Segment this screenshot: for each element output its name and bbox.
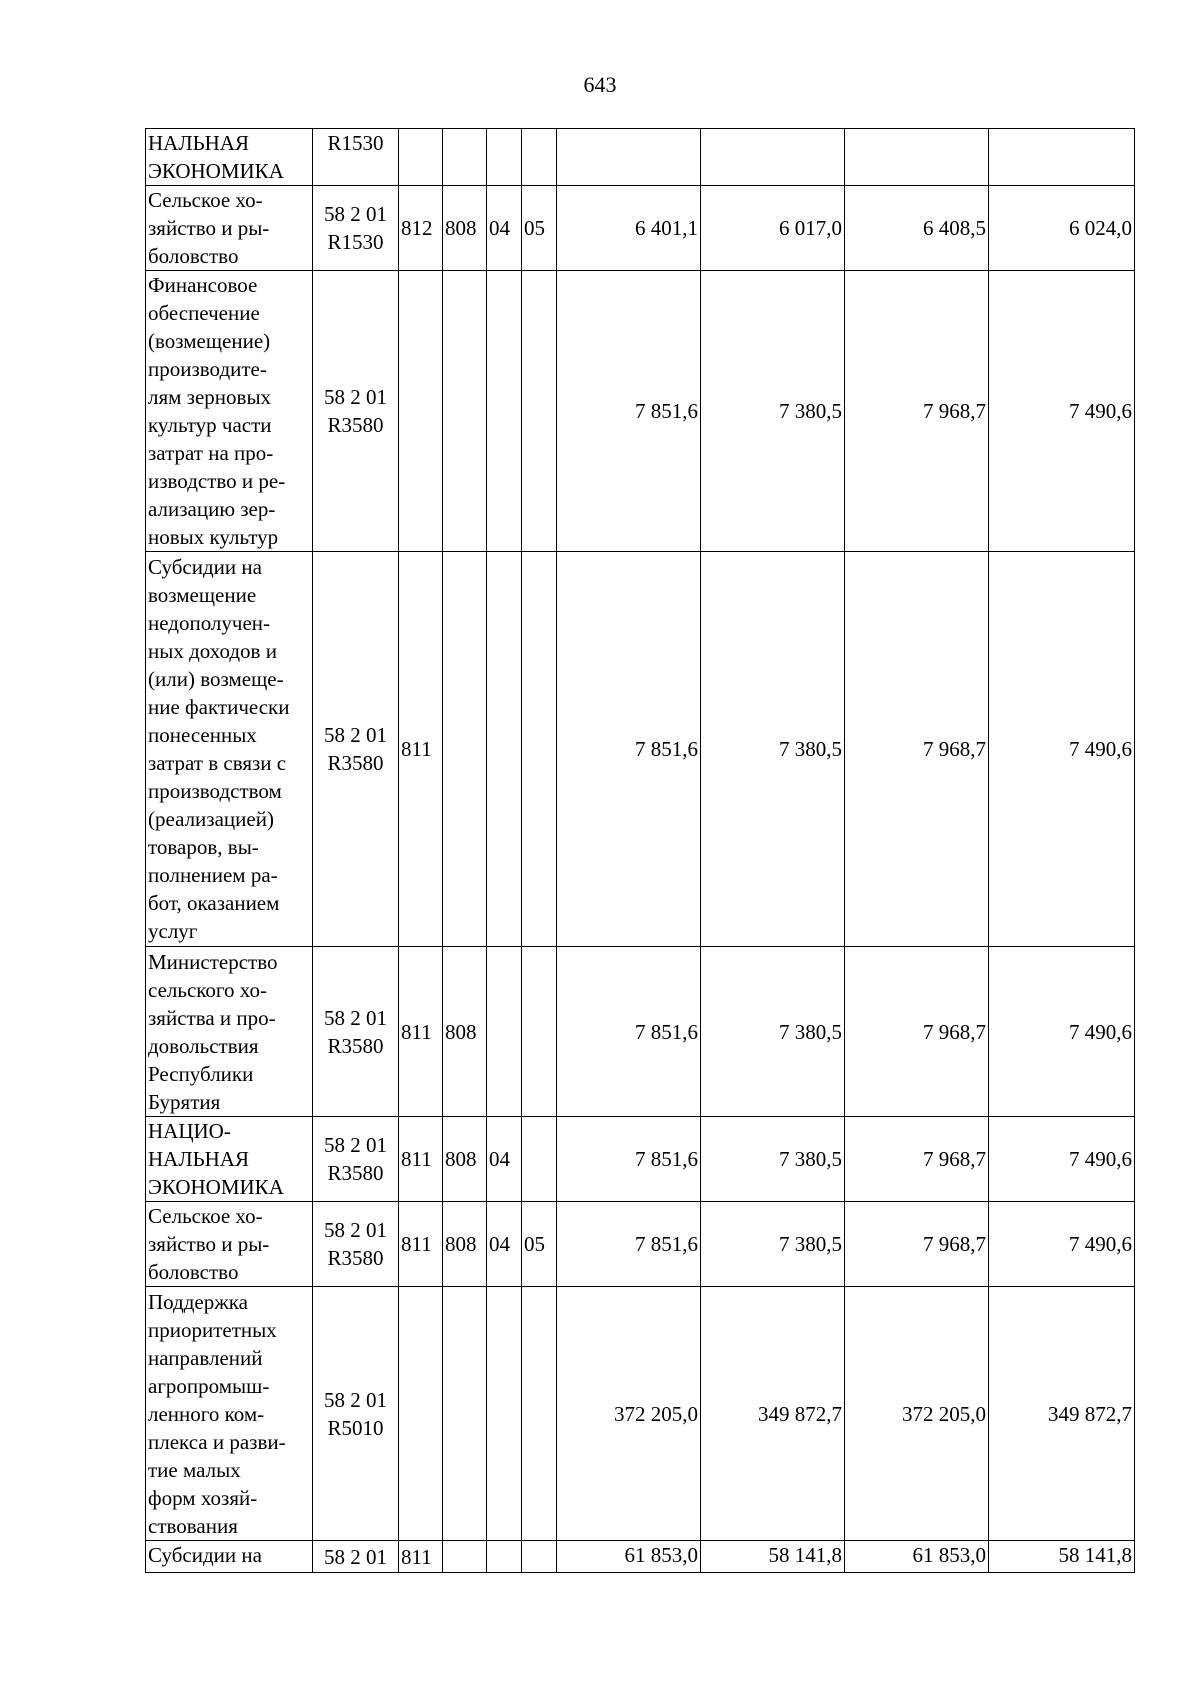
row-code-line: R3580 [327,413,384,437]
subsection-code [522,1287,557,1541]
amount-3: 61 853,0 [845,1541,989,1573]
ministry-code [443,552,487,947]
amount-3 [845,129,989,186]
subsection-code [522,129,557,186]
row-name-line: зяйства и про- [148,1005,276,1030]
row-name-line: ализацию зер- [148,497,276,521]
subsection-code [522,947,557,1117]
amount-4 [989,129,1135,186]
row-name-line: (возмещение) [148,329,271,353]
amount-4: 58 141,8 [989,1541,1135,1573]
row-code-line: 58 2 01 [324,202,387,226]
ministry-code [443,271,487,552]
row-name-line: ЭКОНОМИКА [148,1175,284,1199]
row-code-line: 58 2 01 [324,1387,387,1412]
ministry-code: 808 [443,186,487,271]
amount-1 [557,129,701,186]
row-name-line: Бурятия [148,1089,221,1114]
row-code-line: R1530 [327,131,384,155]
row-code-line: 58 2 01 [324,1544,387,1569]
grbs-code [399,1287,443,1541]
amount-3: 7 968,7 [845,271,989,552]
amount-3: 6 408,5 [845,186,989,271]
grbs-code [399,129,443,186]
row-name-line: обеспечение [148,301,260,325]
page-number: 643 [583,72,617,97]
row-name-line: приоритетных [148,1317,277,1342]
row-name-line: довольствия [148,1033,259,1058]
amount-2: 349 872,7 [701,1287,845,1541]
row-code-line: R3580 [327,751,384,775]
row-name-line: ние фактически [148,695,290,719]
row-name-line: ленного ком- [148,1401,265,1426]
row-name-line: понесенных [148,723,257,747]
row-name-line: Сельское хо- [148,188,263,212]
row-name [146,947,313,1117]
row-code-line: R3580 [327,1246,384,1270]
ministry-code: 808 [443,1202,487,1287]
row-name-line: изводство и ре- [148,469,286,493]
amount-4: 6 024,0 [989,186,1135,271]
row-name [146,129,313,186]
row-name-line: Республики [148,1061,254,1086]
amount-3: 372 205,0 [845,1287,989,1541]
row-name [146,552,313,947]
row-name-line: форм хозяй- [148,1485,258,1510]
ministry-code [443,1541,487,1573]
row-name [146,1541,313,1573]
amount-1: 7 851,6 [557,947,701,1117]
ministry-code: 808 [443,947,487,1117]
section-code: 04 [487,1117,522,1202]
amount-3: 7 968,7 [845,1202,989,1287]
row-name-line: боловство [148,244,239,268]
amount-2: 7 380,5 [701,947,845,1117]
table-row [146,1202,1135,1287]
row-name-line: НАЛЬНАЯ [148,1147,249,1171]
row-name-line: затрат на про- [148,441,274,465]
row-name-line: Сельское хо- [148,1204,263,1228]
amount-2: 7 380,5 [701,1117,845,1202]
ministry-code: 808 [443,1117,487,1202]
row-name-line: ЭКОНОМИКА [148,159,284,183]
row-name [146,1117,313,1202]
row-name-line: лям зерновых [148,385,272,409]
row-name-line: Поддержка [148,1289,248,1314]
row-name-line: производством [148,779,282,803]
row-name-line: товаров, вы- [148,835,259,859]
grbs-code: 811 [399,1117,443,1202]
section-code [487,1287,522,1541]
grbs-code: 811 [399,1541,443,1573]
row-name-line: производите- [148,357,267,381]
row-code-line: 58 2 01 [324,385,387,409]
amount-1: 61 853,0 [557,1541,701,1573]
ministry-code [443,1287,487,1541]
subsection-code [522,271,557,552]
amount-4: 7 490,6 [989,552,1135,947]
section-code [487,129,522,186]
row-name-line: НАЦИО- [148,1119,231,1143]
table-row [146,1541,1135,1573]
row-code [313,186,399,271]
budget-table [145,128,1135,1573]
grbs-code: 811 [399,947,443,1117]
row-name-line: ных доходов и [148,639,277,663]
amount-1: 7 851,6 [557,1117,701,1202]
table-row [146,552,1135,947]
amount-4: 7 490,6 [989,1202,1135,1287]
row-code-line: 58 2 01 [324,1218,387,1242]
amount-4: 7 490,6 [989,1117,1135,1202]
section-code: 04 [487,186,522,271]
row-code-line: R1530 [327,230,384,254]
amount-1: 7 851,6 [557,271,701,552]
row-code [313,1541,399,1573]
amount-4: 7 490,6 [989,947,1135,1117]
row-name [146,1287,313,1541]
table-body [146,129,1135,1573]
grbs-code [399,271,443,552]
row-code-line: R3580 [327,1161,384,1185]
amount-2: 58 141,8 [701,1541,845,1573]
row-code [313,947,399,1117]
amount-2: 7 380,5 [701,271,845,552]
row-name-line: зяйство и ры- [148,1232,270,1256]
amount-2 [701,129,845,186]
row-name-line: услуг [148,919,198,943]
amount-3: 7 968,7 [845,552,989,947]
subsection-code: 05 [522,186,557,271]
row-code-line: R3580 [327,1033,384,1058]
row-code-line: 58 2 01 [324,1133,387,1157]
row-name-line: Субсидии на [148,1543,262,1567]
row-name-line: недополучен- [148,611,271,635]
amount-1: 372 205,0 [557,1287,701,1541]
table-row [146,947,1135,1117]
subsection-code [522,552,557,947]
amount-3: 7 968,7 [845,947,989,1117]
amount-1: 7 851,6 [557,552,701,947]
amount-4: 7 490,6 [989,271,1135,552]
amount-2: 7 380,5 [701,1202,845,1287]
row-code [313,271,399,552]
row-name-line: (реализацией) [148,807,274,831]
row-code [313,1202,399,1287]
row-name-line: новых культур [148,525,279,549]
grbs-code: 812 [399,186,443,271]
row-name-line: боловство [148,1260,239,1284]
amount-2: 6 017,0 [701,186,845,271]
row-name-line: плекса и разви- [148,1429,286,1454]
table-row [146,129,1135,186]
row-code [313,1117,399,1202]
row-code [313,129,399,186]
amount-3: 7 968,7 [845,1117,989,1202]
row-name-line: НАЛЬНАЯ [148,131,249,155]
subsection-code [522,1117,557,1202]
grbs-code: 811 [399,1202,443,1287]
row-name-line: зяйство и ры- [148,216,270,240]
row-name-line: культур части [148,413,272,437]
section-code [487,552,522,947]
row-name-line: сельского хо- [148,977,267,1002]
amount-2: 7 380,5 [701,552,845,947]
section-code [487,1541,522,1573]
amount-1: 7 851,6 [557,1202,701,1287]
section-code [487,947,522,1117]
row-name-line: бот, оказанием [148,891,280,915]
amount-4: 349 872,7 [989,1287,1135,1541]
table-row [146,186,1135,271]
row-name-line: затрат в связи с [148,751,287,775]
row-name-line: агропромыш- [148,1373,270,1398]
section-code: 04 [487,1202,522,1287]
row-code-line: 58 2 01 [324,723,387,747]
row-name-line: (или) возмеще- [148,667,284,691]
row-name-line: Субсидии на [148,555,262,579]
row-name-line: тие малых [148,1457,241,1482]
row-code-line: 58 2 01 [324,1005,387,1030]
subsection-code: 05 [522,1202,557,1287]
ministry-code [443,129,487,186]
row-name [146,1202,313,1287]
row-name-line: Министерство [148,949,278,974]
row-name-line: ствования [148,1513,238,1538]
row-code [313,552,399,947]
row-name-line: Финансовое [148,273,258,297]
row-code-line: R5010 [327,1415,384,1440]
row-name-line: полнением ра- [148,863,278,887]
section-code [487,271,522,552]
row-code [313,1287,399,1541]
amount-1: 6 401,1 [557,186,701,271]
row-name [146,186,313,271]
subsection-code [522,1541,557,1573]
table-row [146,271,1135,552]
table-row [146,1287,1135,1541]
row-name [146,271,313,552]
row-name-line: возмещение [148,583,257,607]
row-name-line: направлений [148,1345,263,1370]
grbs-code: 811 [399,552,443,947]
table-row [146,1117,1135,1202]
